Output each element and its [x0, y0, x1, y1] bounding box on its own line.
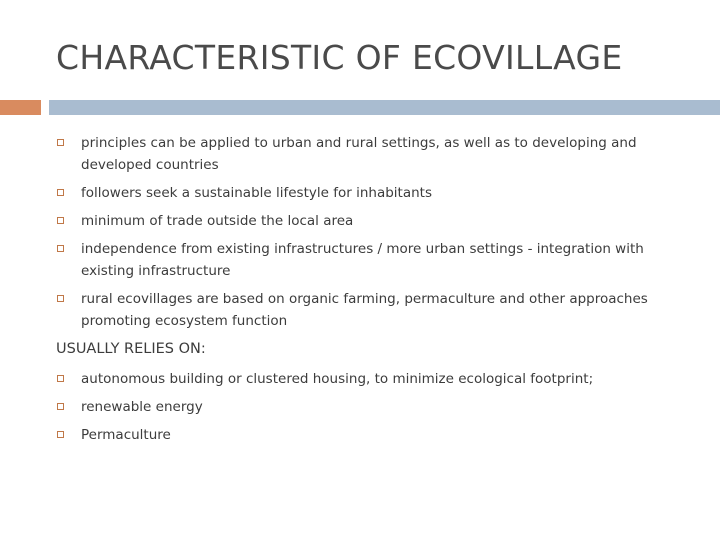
- square-bullet-icon: [57, 217, 64, 224]
- list-item-text: principles can be applied to urban and rural settings, as well as to developing and developed countries: [81, 135, 637, 173]
- list-item-text: autonomous building or clustered housing, to minimize ecological footprint;: [81, 371, 594, 387]
- list-item: [0, 288, 720, 332]
- list-item: [0, 132, 720, 176]
- square-bullet-icon: [57, 139, 64, 146]
- accent-bar: [0, 100, 41, 115]
- list-item-text: rural ecovillages are based on organic farming, permaculture and other approaches promoting ecosystem function: [81, 291, 648, 329]
- square-bullet-icon: [57, 295, 64, 302]
- list-item-text: independence from existing infrastructures / more urban settings - integration with existing infrastructure: [81, 241, 644, 279]
- list-item-text: renewable energy: [81, 399, 203, 415]
- square-bullet-icon: [57, 375, 64, 382]
- list-item: [0, 368, 720, 390]
- list-item: [0, 238, 720, 282]
- list-item: [0, 396, 720, 418]
- list-item-text: Permaculture: [81, 427, 171, 443]
- section-heading: USUALLY RELIES ON:: [56, 341, 206, 357]
- square-bullet-icon: [57, 403, 64, 410]
- square-bullet-icon: [57, 431, 64, 438]
- slide-title: CHARACTERISTIC OF ECOVILLAGE: [56, 38, 623, 77]
- header-bar: [49, 100, 720, 115]
- list-item-text: minimum of trade outside the local area: [81, 213, 354, 229]
- slide-content: [0, 132, 720, 452]
- list-item: [0, 182, 720, 204]
- list-item: [0, 424, 720, 446]
- square-bullet-icon: [57, 189, 64, 196]
- list-item-text: followers seek a sustainable lifestyle for inhabitants: [81, 185, 432, 201]
- list-item: [0, 210, 720, 232]
- square-bullet-icon: [57, 245, 64, 252]
